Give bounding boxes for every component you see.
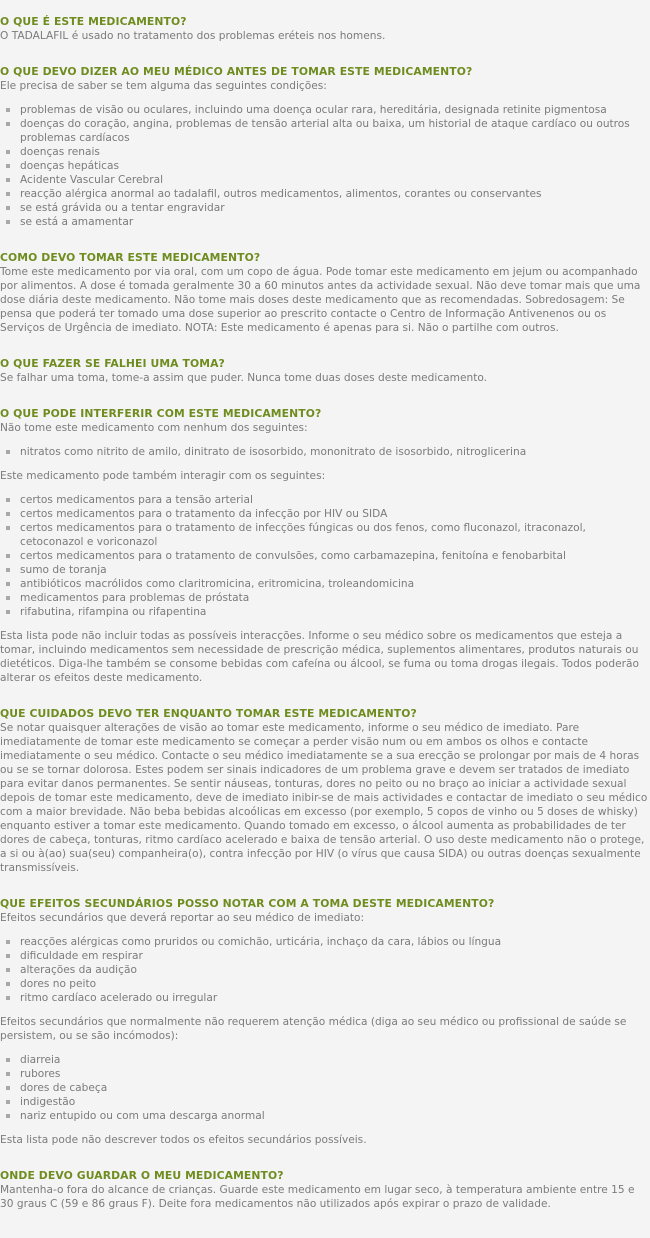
list-item: Acidente Vascular Cerebral [0, 173, 650, 187]
list-item: antibióticos macrólidos como claritromicina, eritromicina, troleandomicina [0, 577, 650, 591]
section-text: Tome este medicamento por via oral, com um copo de água. Pode tomar este medicamento em jejum ou acompanhado por alimentos. A dose é tomada geralmente 30 a 60 minutos antes da actividade sexual. Não deve tomar mais que uma dose diária deste medicamento. Não tome mais doses deste medicamento que as recomendadas. Sobredosagem: Se pensa que poderá ter tomado uma dose superior ao prescrito contacte o Centro de Informação Antivenenos ou os Serviços de Urgência de imediato. NOTA: Este medicamento é apenas para si. Não o partilhe com outros. [0, 266, 641, 334]
list-item: certos medicamentos para o tratamento de convulsões, como carbamazepina, fenitoína e fenobarbital [0, 549, 650, 563]
section-text: Esta lista pode não incluir todas as possíveis interacções. Informe o seu médico sobre os medicamentos que esteja a tomar, incluindo medicamentos sem necessidade de prescrição médica, suplementos alimentares, produtos naturais ou dietéticos. Diga-lhe também se consome bebidas com cafeína ou álcool, se fuma ou toma drogas ilegais. Todos poderão alterar os efeitos deste medicamento. [0, 630, 639, 684]
interactions-list [0, 493, 650, 619]
list-item: dores no peito [0, 977, 650, 991]
contraindications-list [0, 445, 650, 459]
serious-effects-list [0, 935, 650, 1005]
section-text: Se notar quaisquer alterações de visão ao tomar este medicamento, informe o seu médico de imediato. Pare imediatamente de tomar este medicamento se começar a perder visão num ou em ambos os olhos e contacte imediatamente o seu médico. Contacte o seu médico imediatamente se a sua erecção se prolongar por mais de 4 horas ou se se tornar dolorosa. Estes podem ser sinais indicadores de um problema grave e devem ser tratados de imediato para evitar danos permanentes. Se sentir náuseas, tonturas, dores no peito ou no braço ao iniciar a actividade sexual depois de tomar este medicamento, deve de imediato inibir-se de mais actividades e contactar de imediato o seu médico com a maior brevidade. Não beba bebidas alcoólicas em excesso (por exemplo, 5 copos de vinho ou 5 doses de whisky) enquanto estiver a tomar este medicamento. Quando tomado em excesso, o álcool aumenta as probabilidades de ter dores de cabeça, tonturas, ritmo cardíaco acelerado e baixa de tensão arterial. O uso deste medicamento não o protege, a si ou à(ao) sua(seu) companheira(o), contra infecção por HIV (o vírus que causa SIDA) ou outras doenças sexualmente transmissíveis. [0, 722, 648, 874]
list-item: indigestão [0, 1095, 650, 1109]
list-item: certos medicamentos para a tensão arterial [0, 493, 650, 507]
section-intro: Este medicamento pode também interagir com os seguintes: [0, 470, 326, 482]
section-heading: O QUE FAZER SE FALHEI UMA TOMA? [0, 357, 225, 370]
list-item: nitratos como nitrito de amilo, dinitrato de isosorbido, mononitrato de isosorbido, nitroglicerina [0, 445, 650, 459]
list-item: rifabutina, rifampina ou rifapentina [0, 605, 650, 619]
section-tell-doctor [0, 65, 650, 229]
section-text: Esta lista pode não descrever todos os efeitos secundários possíveis. [0, 1134, 367, 1146]
list-item: se está grávida ou a tentar engravidar [0, 201, 650, 215]
section-heading: QUE CUIDADOS DEVO TER ENQUANTO TOMAR ESTE MEDICAMENTO? [0, 707, 417, 720]
list-item: problemas de visão ou oculares, incluindo uma doença ocular rara, hereditária, designada retinite pigmentosa [0, 103, 650, 117]
list-item: diarreia [0, 1053, 650, 1067]
section-text: Mantenha-o fora do alcance de crianças. Guarde este medicamento em lugar seco, à temperatura ambiente entre 15 e 30 graus C (59 e 86 graus F). Deite fora medicamentos não utilizados após expirar o prazo de validade. [0, 1184, 635, 1210]
section-storage [0, 1169, 650, 1211]
section-text: O TADALAFIL é usado no tratamento dos problemas eréteis nos homens. [0, 30, 386, 42]
section-heading: ONDE DEVO GUARDAR O MEU MEDICAMENTO? [0, 1169, 284, 1182]
list-item: doenças do coração, angina, problemas de tensão arterial alta ou baixa, um historial de ataque cardíaco ou outros problemas cardíacos [0, 117, 650, 145]
list-item: alterações da audição [0, 963, 650, 977]
section-text: Se falhar uma toma, tome-a assim que puder. Nunca tome duas doses deste medicamento. [0, 372, 488, 384]
section-side-effects [0, 897, 650, 1147]
list-item: se está a amamentar [0, 215, 650, 229]
section-intro: Efeitos secundários que deverá reportar ao seu médico de imediato: [0, 912, 365, 924]
section-how-to-take [0, 251, 650, 335]
list-item: rubores [0, 1067, 650, 1081]
section-heading: COMO DEVO TOMAR ESTE MEDICAMENTO? [0, 251, 261, 264]
list-item: doenças renais [0, 145, 650, 159]
section-interactions [0, 407, 650, 685]
list-item: medicamentos para problemas de próstata [0, 591, 650, 605]
section-precautions [0, 707, 650, 875]
section-heading: QUE EFEITOS SECUNDÁRIOS POSSO NOTAR COM A TOMA DESTE MEDICAMENTO? [0, 897, 495, 910]
list-item: certos medicamentos para o tratamento da infecção por HIV ou SIDA [0, 507, 650, 521]
section-heading: O QUE PODE INTERFERIR COM ESTE MEDICAMENTO? [0, 407, 322, 420]
conditions-list [0, 103, 650, 229]
list-item: reacções alérgicas como pruridos ou comichão, urticária, inchaço da cara, lábios ou língua [0, 935, 650, 949]
section-heading: O QUE DEVO DIZER AO MEU MÉDICO ANTES DE TOMAR ESTE MEDICAMENTO? [0, 65, 473, 78]
common-effects-list [0, 1053, 650, 1123]
section-what-is [0, 15, 650, 43]
list-item: reacção alérgica anormal ao tadalafil, outros medicamentos, alimentos, corantes ou conservantes [0, 187, 650, 201]
list-item: dores de cabeça [0, 1081, 650, 1095]
section-intro: Não tome este medicamento com nenhum dos seguintes: [0, 422, 308, 434]
list-item: dificuldade em respirar [0, 949, 650, 963]
list-item: sumo de toranja [0, 563, 650, 577]
section-heading: O QUE É ESTE MEDICAMENTO? [0, 15, 187, 28]
section-missed-dose [0, 357, 650, 385]
list-item: nariz entupido ou com uma descarga anormal [0, 1109, 650, 1123]
section-intro: Ele precisa de saber se tem alguma das seguintes condições: [0, 80, 327, 92]
list-item: certos medicamentos para o tratamento de infecções fúngicas ou dos fenos, como fluconazol, itraconazol, cetoconazol e voriconazol [0, 521, 650, 549]
list-item: doenças hepáticas [0, 159, 650, 173]
list-item: ritmo cardíaco acelerado ou irregular [0, 991, 650, 1005]
section-intro: Efeitos secundários que normalmente não requerem atenção médica (diga ao seu médico ou profissional de saúde se persistem, ou se são incómodos): [0, 1016, 627, 1042]
